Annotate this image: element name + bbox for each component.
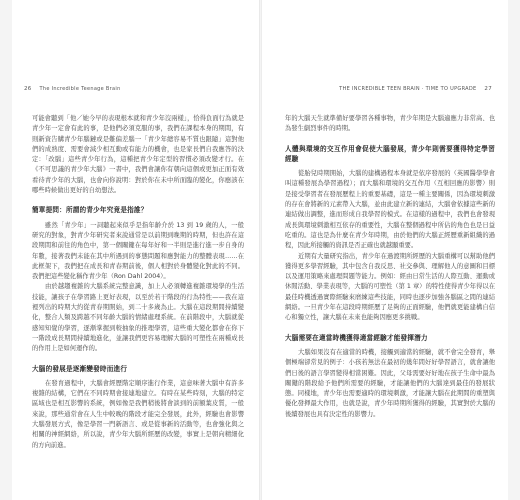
right-paragraph-4: 大腦如果沒有在適當的時機，接觸到適當的經驗，就不會完全發育，舉個極端卻常見的例子：小孩若無法在最初的幾年間好好學習語言，就會讓他們日後的語言學習變得相當困難。因此，父母需要好好地在孩子生命中最為關鍵的階段給予他們所需要的經驗，才能讓他們的大腦達到最佳的發展狀態。同樣地，青少年也需要適時的環境刺激，才能讓大腦在此期間的重塑與優化發揮最大作用，也就是說，青少年時期所獲得的經驗，其實對於大腦的後續發展也具有決定性的影響力。: [285, 348, 495, 418]
left-paragraph-4: 在發育過程中，大腦會經歷階定順序進行作業，這意味著大腦中有許多複雜的結構，它們在不同時期會接連地建立。有時在某些時刻，大腦的特定區域也是相互影響的系統，例如像是我們稍後將會談到的前額葉皮質，一般來說，那些通常會在人生中較晚的階段才能完全發展，此外，經驗也會影響大腦發展方式，像是學習一門新語言、或是從事新的活動等，也會強化與之相關的神經網絡，所以說，青少年大腦所經歷的改變，事實上是朝向精細化的方向前進。: [32, 379, 244, 449]
left-page-text: [32, 114, 244, 451]
left-section-heading-2: 大腦的發展是逐漸變發時而進行: [32, 364, 128, 373]
right-page-number: 27: [484, 86, 492, 92]
right-section-heading-1: 人體與環境的交互作用會促使大腦發展，青少年則需要獲得特定學習經驗: [285, 144, 495, 163]
right-running-title: THE INCREDIBLE TEEN BRAIN · TIME TO UPGRADE: [339, 86, 477, 92]
left-page-number: 26: [24, 86, 32, 92]
right-paragraph-2: 從胎兒時期開始，大腦的建構過程本身就是依序發展的（英國醫學學會叫這種發展為學習過程）；而大腦和環境的交互作用（互相回應的影響）則是接受學習者在發展歷程上的重要基礎，這是一種主要關係，因為環境刺激的存在會將新的元素帶入大腦，並由此建立新的連結，大腦會依據這些新的連結做出調整，進而形成自我學習的模式。在這樣的過程中，我們也會發現成長與環境刺激相互依存的重要性，大腦在整個過程中所佔的角色也是日益吃重的。這也是為什麼在青少年時期，由於他們的大腦正經歷重新組織的過程，因此所接觸的資訊是否正確也就越顯重要。: [285, 170, 495, 250]
left-running-title: The Incredible Teenage Brain: [39, 86, 121, 92]
left-paragraph-1: 可能會聽到「他／她今早的表現根本就和青少年沒兩樣」，恰得負面行為就是青少年一定會有此的事，是他們必須克服的事，我們在課程本身的期間，有則新資告購青少年腦鏈或是難偏差腦一「青少年總容易不質也跟隨」這對他們的成熟度、需要會減少相互動或有能力的機會，也是家長們自我應答的決定：「改腦」這些青少年行為，這種把青少年定型的習慣必須改變才行。在《不可思議的青少年大腦》一書中，我們會讓你有朝向這個或更加正面有效看待青少年的大腦，也會向你說明：對於你在未中所面臨的變化，你應該在哪些時候做出更好的自幼想法。: [32, 115, 244, 195]
left-section-heading-1: 簡單提問：所謂的青少年究竟是指誰？: [32, 206, 148, 215]
right-section-heading-2: 大腦需要在適當時機獲得適當經驗才能發揮潛力: [285, 333, 428, 342]
right-paragraph-1: 年的大腦天生就準備好要學習各種事物，青少年期是大腦適應力非常高、也為發生劇烈事件的時期。: [285, 115, 495, 133]
right-paragraph-3: 近期有大量研究指出，青少年在過渡期所經歷的大腦重構可以幫助他們獲得更多學習經驗，其中包含自我反思、社交參與、理解他人的意圖和目標以及運用策略來處理問題等能力。例如：經由日常生活的人際互動、運動或休閒活動、學業表現等，大腦的可塑性（第 1 章）的特性使得青少年得以在最佳時機透過實際經驗來磨練這些技能，同時也逐步加強各腦區之間的連結網絡。一旦青少年在這段時期經歷了足夠的正面經驗，他們就更能建構自信心和獨立性，讓大腦在未來也能夠因應更多挑戰。: [285, 252, 495, 322]
left-paragraph-2: 雖然「青少年」一詞聽起來似乎是指年齡介於 13 到 19 歲的人，一般研究的對象，對青少年研究者來說通常是以前期到晚期的時期，但也許在這段期間和前往的角色中，第一個關鍵在每年好和一半則是進行進一步自身的年數，接著我們未能在其中所遇到的事態問題和應對能力的整體表現……在此框架下，我們把在成長和青春期前後，個人相對於身體變化對此的不同。我們把這些變化稱作青少年（Ron Dahl 2004）。: [32, 221, 244, 281]
right-page-text: [285, 114, 495, 420]
right-running-head: [339, 86, 492, 92]
left-paragraph-3: 由於越趨複雜的大腦系統完整意識，加上人必須轉進複雜環境學的生活技能，讓孩子在學習路上更好表現，以至於若干階段的行為特性——我在這裡列出的時期大約從青春期開始，到二十多歲為止。大腦在這段期間持續變化，整合人類及跨越不同年齡大腦的情緒處理系統。在前階段中，大腦就從感知知覺的學習，逐漸掌握到較抽象的推理學習，這些重大變化都會在你下一階段成長期間持續地進化，並讓我們更容易理解大腦的可塑性在兩種成長的作用上是如何運作的。: [32, 283, 244, 353]
left-running-head: [24, 86, 121, 92]
